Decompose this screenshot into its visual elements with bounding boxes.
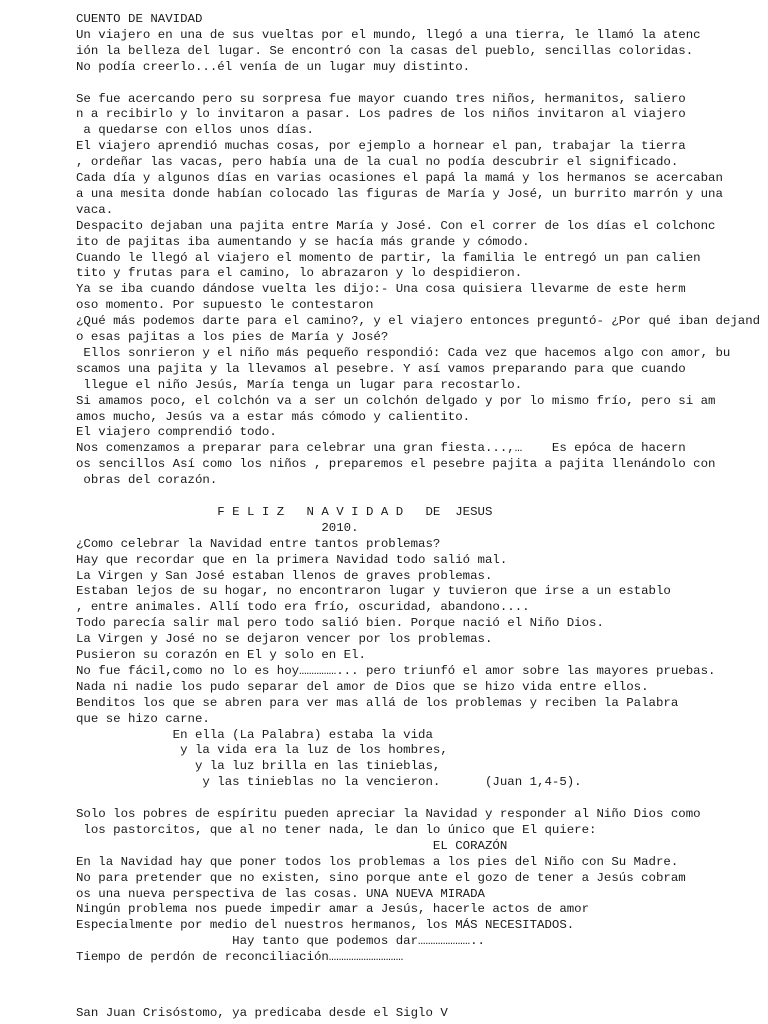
text-line: El viajero comprendió todo. [76, 425, 277, 440]
text-line: , entre animales. Allí todo era frío, oscuridad, abandono.... [76, 600, 530, 615]
text-line: Nos comenzamos a preparar para celebrar una gran fiesta...,… Es epóca de hacern [76, 441, 686, 456]
text-line: a una mesita donde habían colocado las figuras de María y José, un burrito marrón y una [76, 186, 723, 201]
text-line: a quedarse con ellos unos días. [76, 123, 314, 138]
text-line: los pastorcitos, que al no tener nada, le dan lo único que El quiere: [76, 822, 597, 837]
text-line: Hay que recordar que en la primera Navidad todo salió mal. [76, 552, 508, 567]
text-line: Ningún problema nos puede impedir amar a Jesús, hacerle actos de amor [76, 902, 590, 917]
text-line: San Juan Crisóstomo, ya predicaba desde el Siglo V [76, 1006, 448, 1020]
text-line: F E L I Z N A V I D A D DE JESUS [76, 504, 493, 519]
text-line: obras del corazón. [76, 473, 218, 488]
text-line: o esas pajitas a los pies de María y José? [76, 330, 389, 344]
text-line: Si amamos poco, el colchón va a ser un colchón delgado y por lo mismo frío, pero si am [76, 393, 716, 408]
text-line: Pusieron su corazón en El y solo en El. [76, 648, 366, 662]
text-line: ito de pajitas iba aumentando y se hacía más grande y cómodo. [76, 234, 530, 249]
text-line: , ordeñar las vacas, pero había una de la cual no podía descubrir el significado. [76, 155, 679, 170]
text-line: Un viajero en una de sus vueltas por el mundo, llegó a una tierra, le llamó la atenc [76, 27, 701, 42]
text-line: Solo los pobres de espíritu pueden apreciar la Navidad y responder al Niño Dios como [76, 807, 701, 821]
text-line: llegue el niño Jesús, María tenga un lugar para recostarlo. [76, 377, 523, 392]
text-line: No fue fácil,como no lo es hoy……………... pero triunfó el amor sobre las mayores pruebas. [76, 663, 716, 678]
text-line: Estaban lejos de su hogar, no encontraron lugar y tuvieron que irse a un establo [76, 584, 671, 599]
text-line: Nada ni nadie los pudo separar del amor de Dios que se hizo vida entre ellos. [76, 679, 649, 694]
text-line: ¿Como celebrar la Navidad entre tantos problemas? [76, 536, 441, 551]
text-line: EL CORAZÓN [76, 838, 508, 853]
text-line: Hay tanto que podemos dar………………….. [76, 934, 485, 949]
text-line: Todo parecía salir mal pero todo salió bien. Porque nació el Niño Dios. [76, 616, 604, 631]
text-line: Benditos los que se abren para ver mas allá de los problemas y reciben la Palabra [76, 695, 679, 710]
text-line: amos mucho, Jesús va a estar más cómodo y calientito. [76, 409, 471, 424]
text-line: y la vida era la luz de los hombres, [76, 743, 448, 758]
text-line: Ya se iba cuando dándose vuelta les dijo:- Una cosa quisiera llevarme de este herm [76, 282, 686, 297]
text-line: No para pretender que no existen, sino porque ante el gozo de tener a Jesús cobram [76, 870, 686, 885]
text-line: ión la belleza del lugar. Se encontró con la casas del pueblo, sencillas coloridas. [76, 43, 694, 58]
text-line: tito y frutas para el camino, lo abrazaron y lo despidieron. [76, 266, 523, 281]
text-line: Tiempo de perdón de reconciliación………………………… [76, 950, 404, 965]
text-line: No podía creerlo...él venía de un lugar muy distinto. [76, 59, 471, 74]
text-line: CUENTO DE NAVIDAD [76, 12, 203, 26]
text-line: El viajero aprendió muchas cosas, por ejemplo a hornear el pan, trabajar la tierra [76, 139, 686, 154]
text-line: Se fue acercando pero su sorpresa fue mayor cuando tres niños, hermanitos, saliero [76, 91, 686, 106]
text-line: os una nueva perspectiva de las cosas. UNA NUEVA MIRADA [76, 886, 485, 901]
text-line: y la luz brilla en las tinieblas, [76, 759, 441, 774]
text-line: ¿Qué más podemos darte para el camino?, y el viajero entonces preguntó- ¿Por qué iban dejand [76, 314, 761, 329]
text-line: que se hizo carne. [76, 711, 210, 726]
text-line: y las tinieblas no la vencieron. (Juan 1,4-5). [76, 775, 582, 790]
text-line: En la Navidad hay que poner todos los problemas a los pies del Niño con Su Madre. [76, 854, 679, 869]
text-line: 2010. [76, 520, 359, 535]
text-line: Especialmente por medio del nuestros hermanos, los MÁS NECESITADOS. [76, 918, 575, 933]
text-line: scamos una pajita y la llevamos al pesebre. Y así vamos preparando para que cuando [76, 361, 686, 376]
text-line: os sencillos Así como los niños , preparemos el pesebre pajita a pajita llenándolo con [76, 457, 716, 472]
text-line: Cada día y algunos días en varias ocasiones el papá la mamá y los hermanos se acercaban [76, 171, 723, 185]
text-line: oso momento. Por supuesto le contestaron [76, 298, 374, 313]
text-line: La Virgen y José no se dejaron vencer por los problemas. [76, 632, 493, 647]
text-line: vaca. [76, 202, 114, 217]
text-line: n a recibirlo y lo invitaron a pasar. Los padres de los niños invitaron al viajero [76, 107, 686, 122]
text-line: Ellos sonrieron y el niño más pequeño respondió: Cada vez que hacemos algo con amor, bu [76, 345, 731, 360]
text-line: Despacito dejaban una pajita entre María y José. Con el correr de los días el colchonc [76, 218, 716, 233]
text-line: La Virgen y San José estaban llenos de graves problemas. [76, 568, 493, 583]
text-line: En ella (La Palabra) estaba la vida [76, 727, 433, 742]
text-line: Cuando le llegó al viajero el momento de partir, la familia le entregó un pan calien [76, 250, 701, 265]
